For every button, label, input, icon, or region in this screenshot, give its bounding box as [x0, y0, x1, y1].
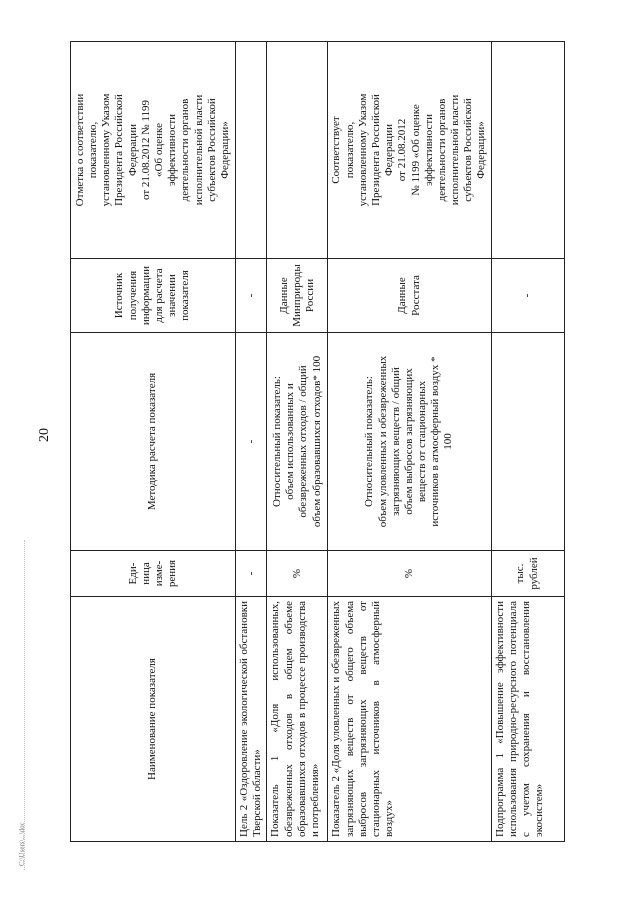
table-row — [236, 42, 267, 842]
header-name: Наименование показателя — [71, 597, 236, 842]
row-unit: % — [328, 551, 491, 597]
row-method: Относительный показатель: объем уловленных и обезвреженных загрязняющих веществ / общий объем выбросов загрязняющих веществ от стационарных источников в атмосферный воздух * 100 — [328, 333, 491, 551]
header-note: Отметка о соответствии показателю, установленному Указом Президента Российской Федерации от 21.08.2012 № 1199 «Об оценке эффективности деятельности органов исполнительной власти субъектов Российской Федерации» — [71, 42, 236, 259]
row-name: Показатель 2 «Доля уловленных и обезвреженных загрязняющих веществ от общего объема выбросов загрязняющих веществ от стационарных источников в атмосферный воздух» — [328, 597, 491, 842]
row-name: Подпрограмма 1 «Повышение эффективности использования природно-ресурсного потенциала с учетом сохранения и восстановления экосистем» — [491, 597, 564, 842]
page-number: 20 — [37, 428, 52, 442]
table-row — [328, 42, 491, 842]
table-header-row — [71, 42, 236, 842]
row-method: Относительный показатель: объем использованных и обезвреженных отходов / общий объем образовавшихся отходов* 100 — [267, 333, 328, 551]
row-note: Соответствует показателю, установленному Указом Президента Российской Федерации от 21.08.2012 № 1199 «Об оценке эффективности деятельности органов исполнительной власти субъектов Российской Федерации» — [328, 42, 491, 259]
row-method: - — [236, 333, 267, 551]
row-name: Показатель 1 «Доля использованных, обезвреженных отходов в общем объеме образовавшихся отходов в процессе производства и потребления» — [267, 597, 328, 842]
row-unit: тыс. рублей — [491, 551, 564, 597]
table-row — [491, 42, 564, 842]
row-source: - — [491, 259, 564, 333]
row-note — [267, 42, 328, 259]
header-method: Методика расчета показателя — [71, 333, 236, 551]
header-source: Источник получения информации для расчета значении показателя — [71, 259, 236, 333]
row-unit: - — [236, 551, 267, 597]
row-method — [491, 333, 564, 551]
row-source: Данные Росстата — [328, 259, 491, 333]
row-source: - — [236, 259, 267, 333]
indicator-table — [70, 41, 565, 842]
rotated-table-wrapper — [70, 42, 640, 842]
row-note — [236, 42, 267, 259]
table-row — [267, 42, 328, 842]
header-unit: Еди- ница изме- рения — [71, 551, 236, 597]
row-note — [491, 42, 564, 259]
row-unit: % — [267, 551, 328, 597]
scan-edge-line — [24, 540, 25, 870]
row-source: Данные Минприроды России — [267, 259, 328, 333]
page-footer: C:\Users\...\doc — [18, 822, 26, 866]
row-name: Цель 2 «Оздоровление экологической обстановки Тверской области» — [236, 597, 267, 842]
